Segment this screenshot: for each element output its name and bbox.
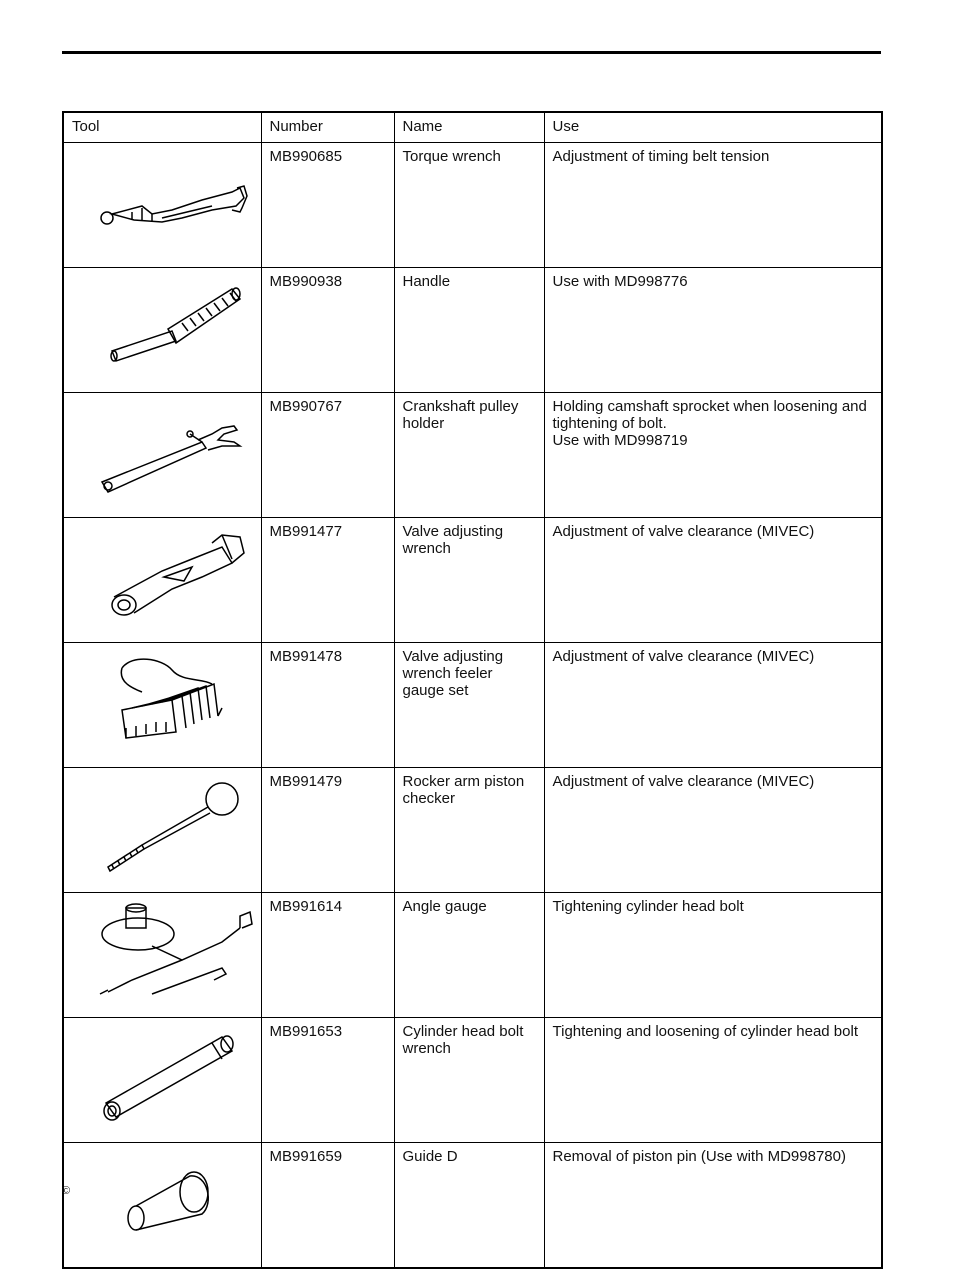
tool-image-cell <box>63 518 261 643</box>
tool-image-cell <box>63 893 261 1018</box>
tool-use: Adjustment of timing belt tension <box>544 143 882 268</box>
tool-name: Crankshaft pulley holder <box>394 393 544 518</box>
tool-use: Adjustment of valve clearance (MIVEC) <box>544 518 882 643</box>
tool-number: MB991614 <box>261 893 394 1018</box>
tool-image-cell <box>63 1018 261 1143</box>
table-row <box>63 768 882 893</box>
tool-use: Adjustment of valve clearance (MIVEC) <box>544 768 882 893</box>
torque-wrench-icon <box>72 148 270 262</box>
tool-name: Torque wrench <box>394 143 544 268</box>
tool-name: Valve adjusting wrench feeler gauge set <box>394 643 544 768</box>
table-header-row <box>63 112 882 143</box>
tool-number: MB990767 <box>261 393 394 518</box>
head-bolt-wrench-icon <box>72 1023 270 1137</box>
tool-name: Rocker arm piston checker <box>394 768 544 893</box>
tool-name: Valve adjusting wrench <box>394 518 544 643</box>
tool-use: Removal of piston pin (Use with MD998780) <box>544 1143 882 1269</box>
tool-use: Tightening cylinder head bolt <box>544 893 882 1018</box>
tool-name: Cylinder head bolt wrench <box>394 1018 544 1143</box>
copyright-mark: © <box>62 1185 71 1197</box>
tool-name: Angle gauge <box>394 893 544 1018</box>
valve-wrench-icon <box>72 523 270 637</box>
tool-number: MB991653 <box>261 1018 394 1143</box>
tool-image-cell <box>63 768 261 893</box>
col-header-number: Number <box>261 112 394 143</box>
tool-image-cell <box>63 143 261 268</box>
tool-image-cell <box>63 643 261 768</box>
piston-checker-icon <box>72 773 270 887</box>
table-row <box>63 393 882 518</box>
tool-use: Use with MD998776 <box>544 268 882 393</box>
tool-number: MB991659 <box>261 1143 394 1269</box>
tool-number: MB990685 <box>261 143 394 268</box>
pulley-holder-icon <box>72 398 270 512</box>
tool-image-cell <box>63 268 261 393</box>
table-row <box>63 1143 882 1269</box>
tool-name: Guide D <box>394 1143 544 1269</box>
table-row <box>63 518 882 643</box>
feeler-gauge-icon <box>72 648 270 762</box>
table-row <box>63 893 882 1018</box>
tool-image-cell <box>63 1143 261 1269</box>
tool-use: Adjustment of valve clearance (MIVEC) <box>544 643 882 768</box>
special-tools-table <box>62 111 883 1269</box>
table-row <box>63 143 882 268</box>
handle-icon <box>72 273 270 387</box>
tool-number: MB990938 <box>261 268 394 393</box>
tool-use: Holding camshaft sprocket when loosening and tightening of bolt. Use with MD998719 <box>544 393 882 518</box>
table-row <box>63 643 882 768</box>
angle-gauge-icon <box>72 898 270 1012</box>
guide-d-icon <box>72 1148 270 1262</box>
tool-number: MB991479 <box>261 768 394 893</box>
table-row <box>63 268 882 393</box>
table-row <box>63 1018 882 1143</box>
tool-image-cell <box>63 393 261 518</box>
tool-name: Handle <box>394 268 544 393</box>
header-rule <box>62 51 881 54</box>
col-header-name: Name <box>394 112 544 143</box>
tool-number: MB991478 <box>261 643 394 768</box>
col-header-use: Use <box>544 112 882 143</box>
tool-use: Tightening and loosening of cylinder head bolt <box>544 1018 882 1143</box>
col-header-tool: Tool <box>63 112 261 143</box>
tool-number: MB991477 <box>261 518 394 643</box>
